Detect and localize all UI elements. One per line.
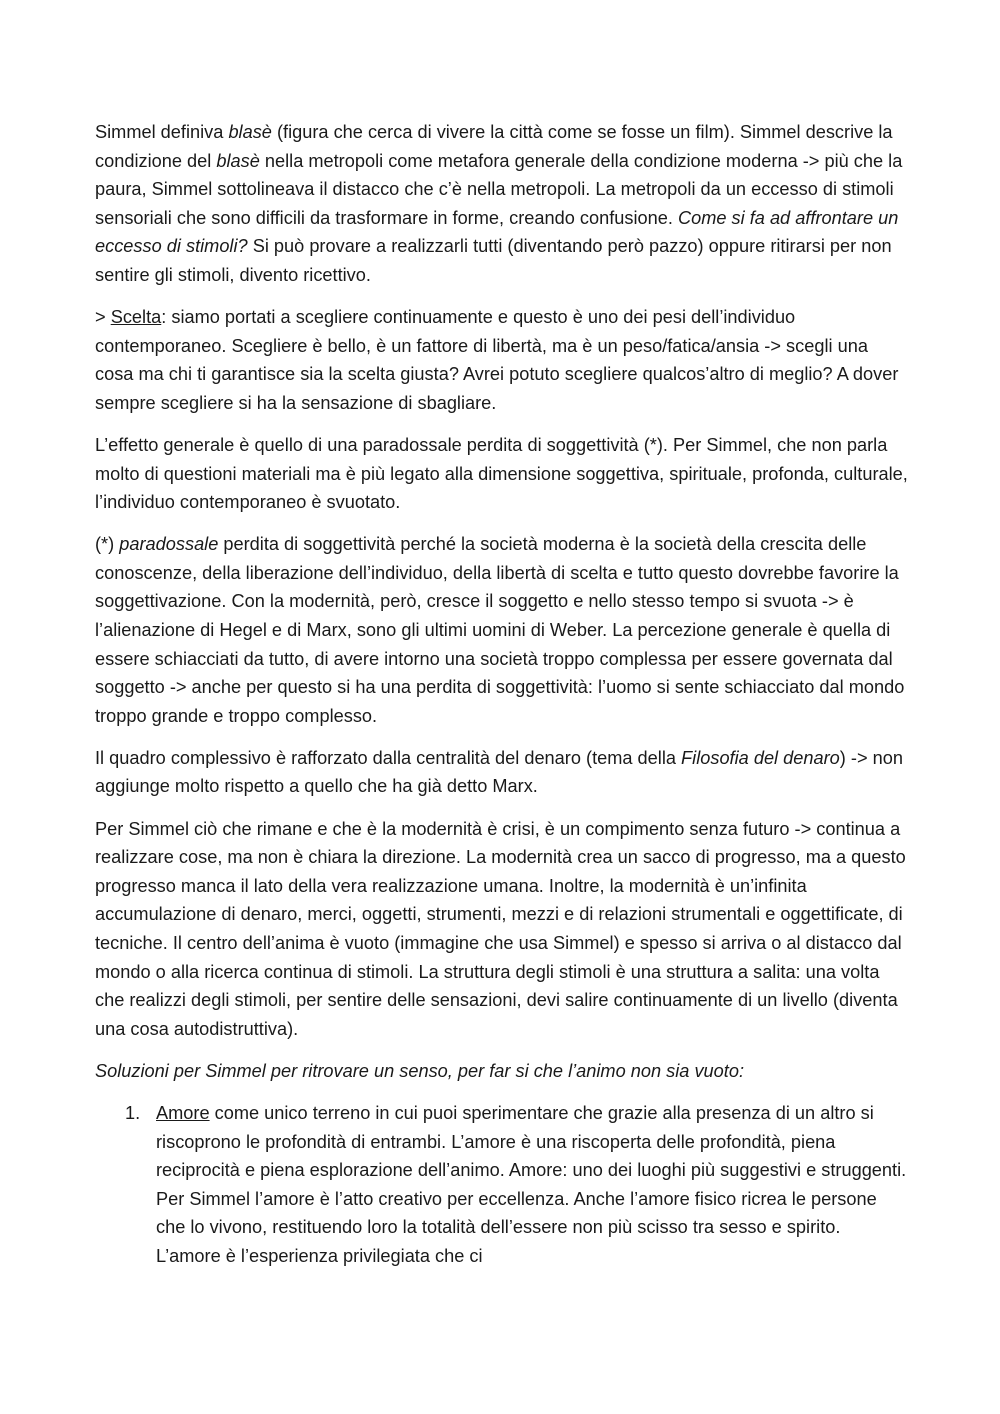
solutions-list	[95, 1099, 910, 1271]
paragraph-blase	[95, 118, 910, 290]
text-run: Per Simmel ciò che rimane e che è la modernità è crisi, è un compimento senza futuro -> continua a realizzare cose, ma non è chiara la direzione. La modernità crea un sacco di progresso, ma a questo progresso manca il lato della vera realizzazione umana. Inoltre, la modernità è un’infinita accumulazione di denaro, merci, oggetti, strumenti, mezzi e di relazioni strumentali e oggettificate, di tecniche. Il centro dell’anima è vuoto (immagine che usa Simmel) e spesso si arriva o al distacco dal mondo o alla ricerca continua di stimoli. La struttura degli stimoli è una struttura a salita: una volta che realizzi degli stimoli, per sentire delle sensazioni, devi salire continuamente di un livello (diventa una cosa autodistruttiva).	[95, 818, 906, 1039]
italic-term-paradossale: paradossale	[119, 534, 219, 555]
text-run: Soluzioni per Simmel per ritrovare un senso, per far si che l’animo non sia vuoto:	[95, 1060, 744, 1081]
text-run: nella metropoli come metafora generale della condizione moderna -> più che la paura, Simmel sottolineava il distacco che c’è nella metropoli. La metropoli da un eccesso di stimoli sensoriali che sono difficili da trasformare in forme, creando confusione.	[95, 150, 903, 228]
text-run: Si può provare a realizzarli tutti (diventando però pazzo) oppure ritirarsi per non sentire gli stimoli, divento ricettivo.	[95, 236, 892, 285]
paragraph-soluzioni-heading	[95, 1057, 910, 1086]
paragraph-effetto-generale	[95, 431, 910, 517]
list-number: 1.	[125, 1102, 141, 1123]
text-run: perdita di soggettività perché la società moderna è la società della crescita delle conoscenze, della liberazione dell’individuo, della libertà di scelta e tutto questo dovrebbe favorire la soggettivazione. Con la modernità, però, cresce il soggetto e nello stesso tempo si svuota -> è l’alienazione di Hegel e di Marx, sono gli ultimi uomini di Weber. La percezione generale è quella di essere schiacciati da tutto, di avere intorno una società troppo complessa per essere governata dal soggetto -> anche per questo si ha una perdita di soggettività: l’uomo si sente schiacciato dal mondo troppo grande e troppo complesso.	[95, 534, 905, 726]
italic-term-blase: blasè	[216, 150, 260, 171]
underlined-term-scelta: Scelta	[110, 307, 162, 328]
paragraph-scelta	[95, 303, 910, 417]
text-run: come unico terreno in cui puoi sperimentare che grazie alla presenza di un altro si riscoprono le profondità di entrambi. L’amore è una riscoperta delle profondità, piena reciprocità e piena esplorazione dell’animo. Amore: uno dei luoghi più suggestivi e struggenti. Per Simmel l’amore è l’atto creativo per eccellenza. Anche l’amore fisico ricrea le persone che lo vivono, restituendo loro la totalità dell’essere non più scisso tra sesso e spirito. L’amore è l’esperienza privilegiata che ci	[156, 1102, 907, 1266]
italic-term-blase: blasè	[228, 122, 272, 142]
text-run: (*)	[95, 534, 120, 555]
text-run: : siamo portati a scegliere continuamente e questo è uno dei pesi dell’individuo contemporaneo. Scegliere è bello, è un fattore di libertà, ma è un peso/fatica/ansia -> scegli una cosa ma chi ti garantisce sia la scelta giusta? Avrei potuto scegliere qualcos’altro di meglio? A dover sempre scegliere si ha la sensazione di sbagliare.	[95, 307, 899, 413]
italic-question: Come si fa ad affrontare un eccesso di stimoli?	[95, 207, 899, 257]
text-run: L’effetto generale è quello di una paradossale perdita di soggettività (*). Per Simmel, che non parla molto di questioni materiali ma è più legato alla dimensione soggettiva, spirituale, profonda, culturale, l’individuo contemporaneo è svuotato.	[95, 434, 908, 513]
text-run: (figura che cerca di vivere la città come se fosse un film). Simmel descrive la condizione del	[95, 122, 893, 171]
paragraph-modernita-crisi	[95, 815, 910, 1044]
text-run: Il quadro complessivo è rafforzato dalla centralità del denaro (tema della	[95, 747, 682, 768]
paragraph-denaro	[95, 744, 910, 801]
italic-title-filosofia-del-denaro: Filosofia del denaro	[681, 747, 840, 768]
underlined-term-amore: Amore	[156, 1102, 210, 1123]
list-item-amore	[95, 1099, 910, 1271]
text-run: ) -> non aggiunge molto rispetto a quello che ha già detto Marx.	[95, 747, 903, 797]
document-page	[95, 118, 910, 1270]
text-run: Simmel definiva	[95, 122, 229, 142]
text-run: >	[95, 307, 111, 328]
paragraph-paradossale	[95, 530, 910, 730]
